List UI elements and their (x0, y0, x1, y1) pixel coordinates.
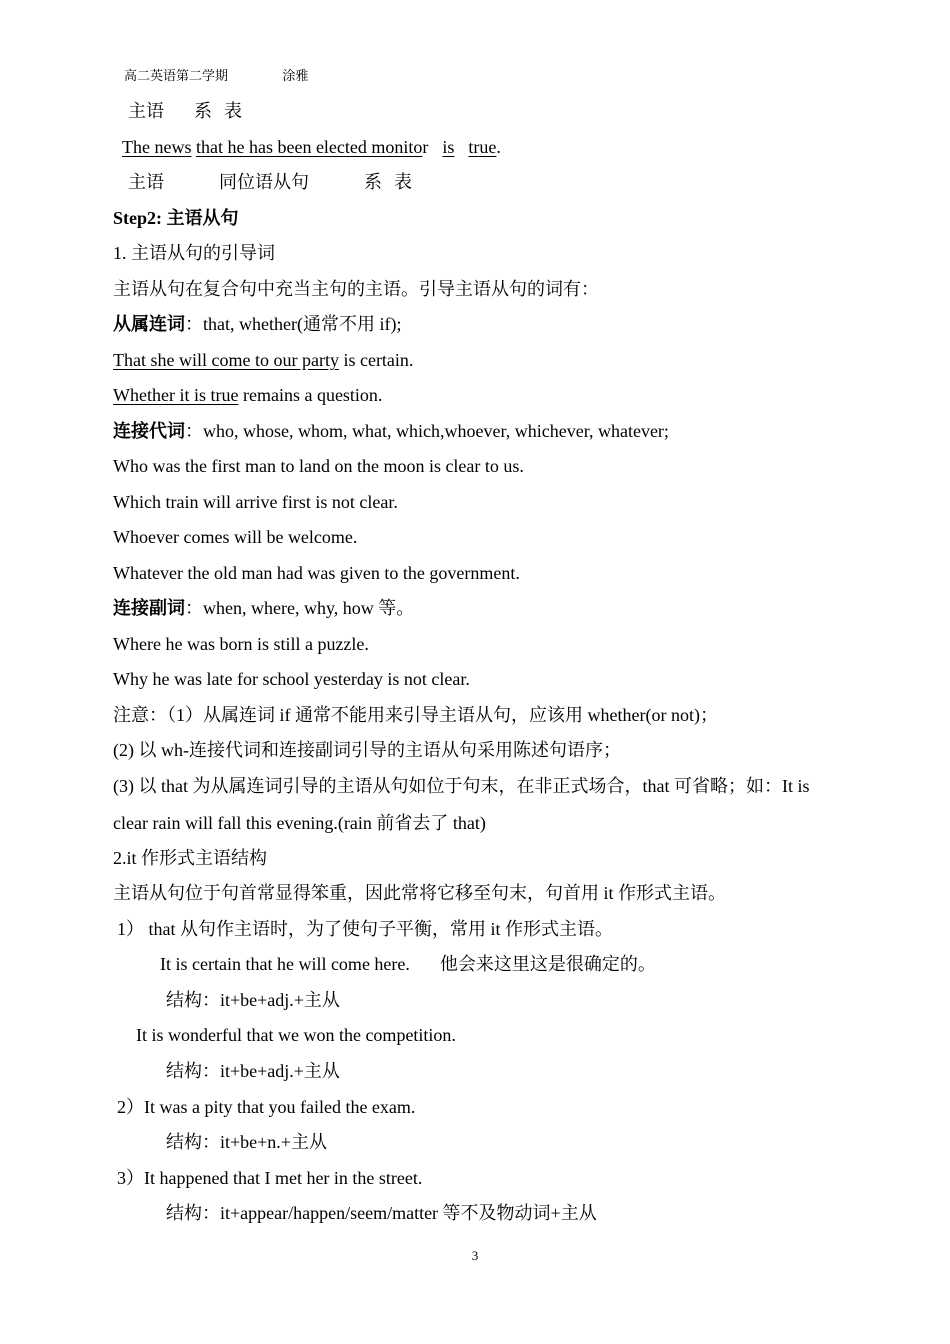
point-3-structure: 结构：it+appear/happen/seem/matter 等不及物动词+主从 (166, 1203, 597, 1223)
header-course: 高二英语第二学期 (124, 68, 229, 83)
label-line-1: 主语 系 表 (128, 101, 242, 121)
section-1-title: 1. 主语从句的引导词 (113, 243, 275, 263)
point-1-example-a: It is certain that he will come here. 他会来这里这是很确定的。 (160, 954, 656, 974)
point-1-structure-a: 结构：it+be+adj.+主从 (166, 990, 340, 1010)
example-sentence-appositive: The news that he has been elected monitor is true. (122, 137, 501, 157)
example-who: Who was the first man to land on the moon is clear to us. (113, 456, 524, 476)
example-where: Where he was born is still a puzzle. (113, 634, 369, 654)
point-2: 2）It was a pity that you failed the exam. (117, 1097, 416, 1117)
header-author: 涂雅 (282, 68, 309, 83)
example-whoever: Whoever comes will be welcome. (113, 527, 358, 547)
subordinating-conjunctions: 从属连词：that, whether(通常不用 if); (113, 314, 402, 334)
example-whether: Whether it is true remains a question. (113, 385, 383, 405)
note-2: (2) 以 wh-连接代词和连接副词引导的主语从句采用陈述句语序； (113, 740, 621, 760)
example-which: Which train will arrive first is not clear. (113, 492, 398, 512)
page-number: 3 (471, 1248, 479, 1263)
point-1-structure-b: 结构：it+be+adj.+主从 (166, 1061, 340, 1081)
example-why: Why he was late for school yesterday is not clear. (113, 669, 470, 689)
note-1: 注意：（1）从属连词 if 通常不能用来引导主语从句，应该用 whether(or not)； (113, 705, 718, 725)
point-1-example-b: It is wonderful that we won the competition. (136, 1025, 456, 1045)
section-2-intro: 主语从句位于句首常显得笨重，因此常将它移至句末，句首用 it 作形式主语。 (113, 883, 726, 903)
section-2-title: 2.it 作形式主语结构 (113, 848, 268, 868)
page-header (124, 67, 309, 85)
section-1-intro: 主语从句在复合句中充当主句的主语。引导主语从句的词有： (113, 279, 599, 299)
example-whatever: Whatever the old man had was given to the government. (113, 563, 520, 583)
point-2-structure: 结构：it+be+n.+主从 (166, 1132, 327, 1152)
point-3: 3）It happened that I met her in the street. (117, 1168, 423, 1188)
connective-adverbs: 连接副词：when, where, why, how 等。 (113, 598, 415, 618)
point-1: 1） that 从句作主语时，为了使句子平衡，常用 it 作形式主语。 (117, 919, 613, 939)
label-line-2: 主语 同位语从句 系 表 (128, 172, 412, 192)
example-that: That she will come to our party is certain. (113, 350, 414, 370)
step2-heading: Step2: 主语从句 (113, 208, 239, 228)
note-3-continued: clear rain will fall this evening.(rain 前省去了 that) (113, 813, 486, 833)
note-3: (3) 以 that 为从属连词引导的主语从句如位于句末，在非正式场合，that 可省略；如：It is (113, 776, 810, 796)
connective-pronouns: 连接代词：who, whose, whom, what, which,whoever, whichever, whatever; (113, 421, 669, 441)
